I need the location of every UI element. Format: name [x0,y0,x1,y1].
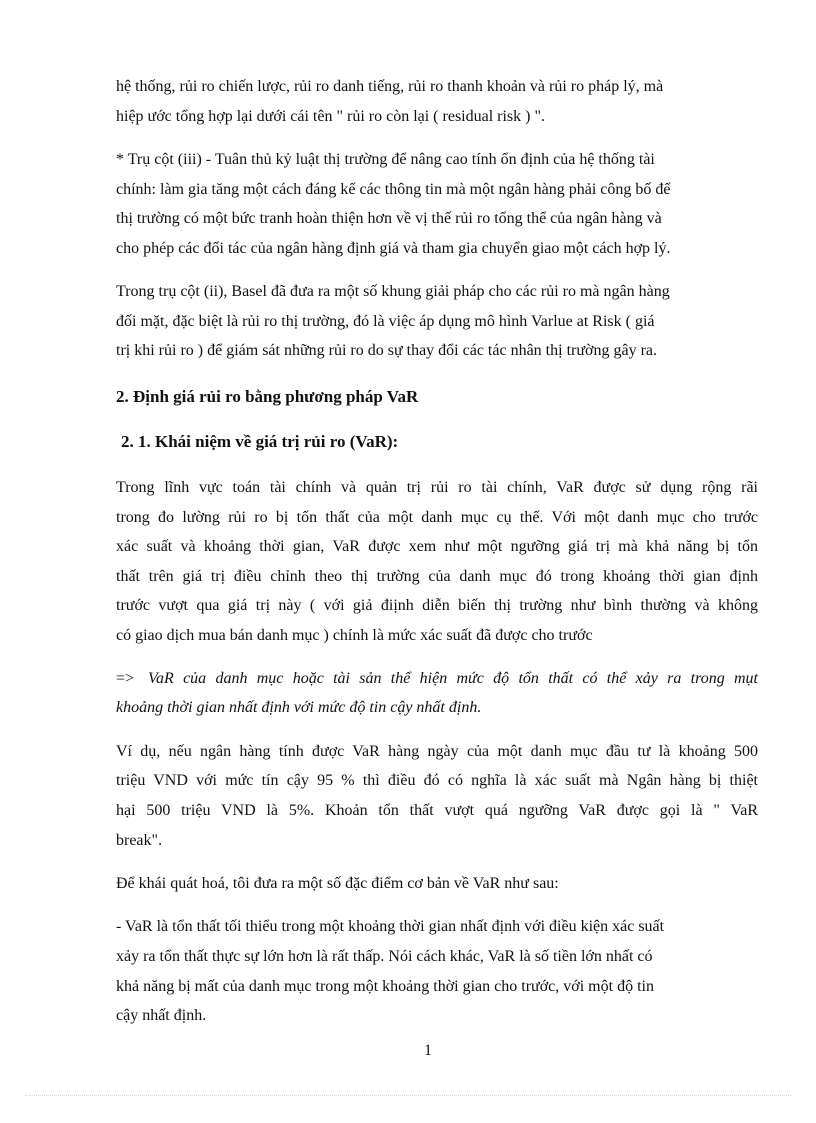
text-line: break". [116,832,163,849]
text-line: có giao dịch mua bán danh mục ) chính là mức xác suất đã được cho trước [116,627,593,644]
subsection-heading: 2. 1. Khái niệm về giá trị rủi ro (VaR): [121,432,399,451]
section-heading: 2. Định giá rủi ro bằng phương pháp VaR [116,387,419,406]
text-line: Trong trụ cột (ii), Basel đã đưa ra một số khung giải pháp cho các rủi ro mà ngân hàng [116,283,670,300]
text-line: đối mặt, đặc biệt là rủi ro thị trường, đó là việc áp dụng mô hình Varlue at Risk ( giá [116,313,655,330]
text-line: * Trụ cột (iii) - Tuân thủ kỷ luật thị trường để nâng cao tính ổn định của hệ thống tài [116,151,655,168]
text-line: hiệp ước tổng hợp lại dưới cái tên " rủi ro còn lại ( residual risk ) ". [116,108,546,125]
page-bottom-divider [25,1095,791,1096]
text-line: Ví dụ, nếu ngân hàng tính được VaR hàng ngày của một danh mục đầu tư là khoảng 500 [116,743,758,760]
text-line: xảy ra tổn thất thực sự lớn hơn là rất thấp. Nói cách khác, VaR là số tiền lớn nhất có [116,948,653,965]
text-line: hại 500 triệu VND là 5%. Khoản tổn thất vượt quá ngưỡng VaR được gọi là " VaR [116,802,758,819]
text-line: hệ thống, rủi ro chiến lược, rủi ro danh tiếng, rủi ro thanh khoản và rủi ro pháp lý, mà [116,78,664,95]
text-line: VaR của danh mục hoặc tài sản thể hiện mức độ tổn thất có thể xảy ra trong mụt [148,670,758,687]
text-line: thị trường có một bức tranh hoàn thiện hơn về vị thế rủi ro tổng thể của ngân hàng và [116,210,662,227]
text-line: Để khái quát hoá, tôi đưa ra một số đặc điểm cơ bản về VaR như sau: [116,875,559,892]
text-line: xác suất và khoảng thời gian, VaR được xem như một ngưỡng giá trị mà khả năng bị tổn [116,538,758,555]
text-line: chính: làm gia tăng một cách đáng kể các thông tin mà một ngân hàng phải công bố để [116,181,671,198]
text-line: cậy nhất định. [116,1007,207,1024]
text-line: trước vượt qua giá trị này ( với giả điịnh diễn biến thị trường như bình thường và không [116,597,758,614]
text-line: khả năng bị mất của danh mục trong một khoảng thời gian cho trước, với một độ tin [116,978,654,995]
text-line: trong đo lường rủi ro bị tổn thất của một danh mục cụ thể. Với một danh mục cho trước [116,509,758,526]
text-line: - VaR là tổn thất tối thiểu trong một khoảng thời gian nhất định với điều kiện xác suất [116,918,665,935]
arrow-prefix: => [116,670,135,687]
text-line: thất trên giá trị điều chỉnh theo thị trường của danh mục đó trong khoảng thời gian định [116,568,758,585]
text-line: trị khi rủi ro ) để giám sát những rủi ro do sự thay đổi các tác nhân thị trường gây ra. [116,342,658,359]
text-line: triệu VND với mức tín cậy 95 % thì điều đó có nghĩa là xác suất mà Ngân hàng bị thiệt [116,772,758,789]
page-number: 1 [424,1042,432,1059]
text-line: cho phép các đối tác của ngân hàng định giá và tham gia chuyển giao một cách hợp lý. [116,240,671,257]
text-line: Trong lĩnh vực toán tài chính và quản trị rủi ro tài chính, VaR được sử dụng rộng rãi [116,479,758,496]
text-line: khoảng thời gian nhất định với mức độ tin cậy nhất định. [116,699,482,716]
